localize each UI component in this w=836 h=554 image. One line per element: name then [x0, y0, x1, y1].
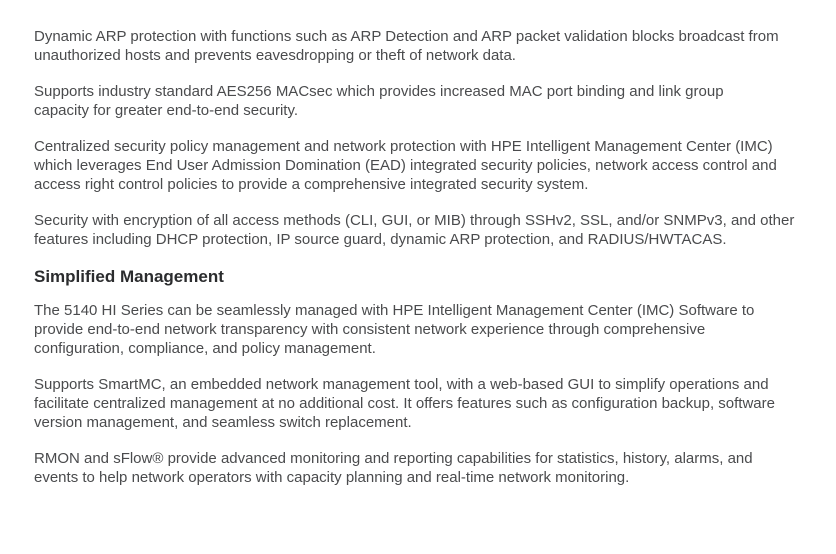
text-line: Supports industry standard AES256 MACsec which provides increased MAC port binding and link group — [34, 83, 724, 100]
text-line: access right control policies to provide a comprehensive integrated security system. — [34, 176, 589, 193]
text-line: events to help network operators with capacity planning and real-time network monitoring. — [34, 469, 630, 486]
text-line: version management, and seamless switch replacement. — [34, 414, 412, 431]
text-line: capacity for greater end-to-end security. — [34, 102, 299, 119]
paragraph-centralized-security-policy — [34, 137, 808, 194]
paragraph-smartmc — [34, 375, 808, 432]
text-line: unauthorized hosts and prevents eavesdropping or theft of network data. — [34, 47, 516, 64]
text-line: Security with encryption of all access methods (CLI, GUI, or MIB) through SSHv2, SSL, and/or SNMPv3, and other — [34, 212, 795, 229]
text-line: Supports SmartMC, an embedded network management tool, with a web-based GUI to simplify operations and — [34, 376, 769, 393]
section-heading-simplified-management: Simplified Management — [34, 267, 224, 286]
paragraph-dynamic-arp-protection — [34, 27, 808, 65]
paragraph-imc-software-management — [34, 301, 808, 358]
text-line: provide end-to-end network transparency with consistent network experience through comprehensive — [34, 321, 706, 338]
paragraph-macsec-security — [34, 82, 808, 120]
text-line: facilitate centralized management at no additional cost. It offers features such as configuration backup, software — [34, 395, 775, 412]
text-line: which leverages End User Admission Domination (EAD) integrated security policies, network access control and — [34, 157, 777, 174]
text-line: features including DHCP protection, IP source guard, dynamic ARP protection, and RADIUS/HWTACAS. — [34, 231, 727, 248]
text-line: The 5140 HI Series can be seamlessly managed with HPE Intelligent Management Center (IMC) Software to — [34, 302, 755, 319]
text-line: Dynamic ARP protection with functions such as ARP Detection and ARP packet validation blocks broadcast from — [34, 28, 779, 45]
text-line: RMON and sFlow® provide advanced monitoring and reporting capabilities for statistics, history, alarms, and — [34, 450, 753, 467]
paragraph-rmon-sflow — [34, 449, 808, 487]
text-line: configuration, compliance, and policy management. — [34, 340, 376, 357]
paragraph-access-encryption — [34, 211, 808, 249]
text-line: Centralized security policy management and network protection with HPE Intelligent Management Center (IMC) — [34, 138, 773, 155]
